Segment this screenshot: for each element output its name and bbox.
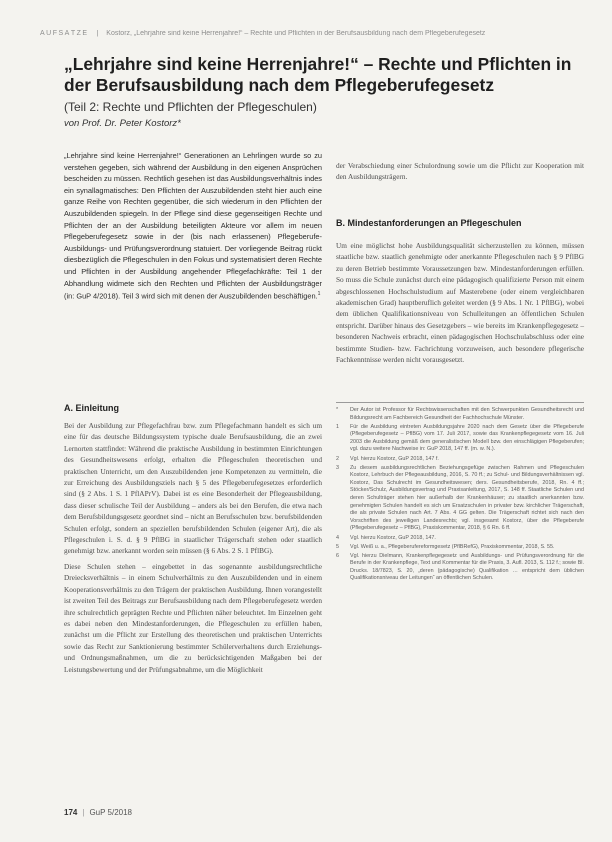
running-title: Kostorz, „Lehrjahre sind keine Herrenjahre!“ – Rechte und Pflichten in der Berufsausbildung nach dem Pflegeberufegesetz [106, 30, 486, 37]
footnote [336, 407, 584, 422]
author-byline: von Prof. Dr. Peter Kostorz* [64, 118, 181, 129]
footnote [336, 456, 584, 464]
footnote [336, 465, 584, 533]
footnote-marker: 1 [317, 291, 321, 298]
footnote [336, 535, 584, 543]
section-b-body [336, 240, 584, 365]
header-separator: | [96, 30, 99, 37]
running-header [40, 30, 580, 37]
lead-paragraph [64, 150, 322, 302]
footnote-text: Für die Ausbildung eintreten Ausbildungsjahre 2020 nach dem Gesetz über die Pflegeberufe (Pflegeberufegesetz – PflBG) vom 17. Juli 2017, sowie das Krankenpflegegesetz vom 16. Juli 2003 die Ausbildung gemäß dem generalistischen Modell bzw. den einschlägigen Pflegeberufen; vgl. dazu weitere Nachweise in: GuP 2018, 147 ff. (m. w. N.). [350, 423, 584, 453]
footnote-text: Vgl. hierzu Dielmann, Krankenpflegegesetz und Ausbildungs- und Prüfungsverordnung für die Berufe in der Krankenpflege, Text und Kommentar für die Praxis, 3. Aufl. 2013, S. 112 f.; sowie Bl. Drucks. 18/7823, S. 20, „deren (pädagogische) Qualifikation … entspricht dem üblichen Qualifikationsniveau der Leitungen“ an öffentlichen Schulen. [350, 552, 584, 582]
footnote-number: 1 [336, 423, 339, 430]
footnote-text: Vgl. hierzu Kostorz, GuP 2018, 147 f. [350, 455, 439, 462]
footnote [336, 424, 584, 454]
footnote-text: Vgl. Weiß u. a., Pflegeberufereformgesetz (PflBRefG), Praxiskommentar, 2018, S. 55. [350, 543, 555, 550]
continuation-paragraph: der Verabschiedung einer Schulordnung sowie um die Pflicht zur Kooperation mit den Ausbildungsträgern. [336, 161, 584, 182]
footnote-number: 2 [336, 455, 339, 462]
section-a-paragraph-1: Bei der Ausbildung zur Pflegefachfrau bzw. zum Pflegefachmann handelt es sich um eine für das deutsche Bildungssystem typische duale Berufsausbildung, die an zwei Lernorten stattfindet: Während die praktische Ausbildung in bestimmten Einrichtungen des Gesundheitswesens erfolgt, erhalten die Pflegeschulen theoretischen und praktischen Unterricht, um den Auszubildenden jene Kompetenzen zu vermitteln, die zur Erreichung des Ausbildungsziels nach § 5 des Pflegeberufegesetzes erforderlich sind (§ 2 Abs. 1 S. 1 PflAPrV). Dabei ist es eine Besonderheit der Pflegeausbildung, dass dieser schulische Teil der Ausbildung – anders als bei den Berufen, die etwa nach dem Berufsbildungsgesetz geordnet sind – nicht an Berufsschulen bzw. berufsbildenden Schulen erfolgt, sondern an speziellen berufsbildenden Schulen (eigener Art), die als Pflegeschulen i. S. d. § 9 PflBG in staatlicher Trägerschaft stehen oder staatlich genehmigt bzw. anerkannt worden sein müssen (§ 6 Abs. 2 S. 1 PflBG). [64, 421, 322, 556]
footnote-number: 5 [336, 543, 339, 550]
footnote-number: 4 [336, 534, 339, 541]
footnote-text: Der Autor ist Professor für Rechtswissenschaften mit den Schwerpunkten Gesundheitsrecht und Bildungsrecht am Fachbereich Gesundheit der Fachhochschule Münster. [350, 407, 584, 421]
footnote-number: 3 [336, 464, 339, 471]
footnote-number: 6 [336, 552, 339, 559]
section-b-heading: B. Mindestanforderungen an Pflegeschulen [336, 218, 522, 228]
section-b-paragraph-1: Um eine möglichst hohe Ausbildungsqualität sicherzustellen zu können, müssen staatliche bzw. staatlich genehmigte oder anerkannte Pflegeschulen nach § 9 PflBG zu deren Betrieb bestimmte Voraussetzungen bzw. Mindestanforderungen erfüllen. So muss die Schule zunächst durch eine pädagogisch qualifizierte Person mit einem abgeschlossenen Hochschulstudium auf Masterebene (oder einem vergleichbaren akademischen Grad) hauptberuflich geleitet werden (§ 9 Abs. 1 Nr. 1 PflBG), wobei dem üblichen Qualifikationsniveau von Schulleitungen an öffentlichen Schulen entspricht. Darüber hinaus des Gesetzgebers – wie bereits im Krankenpflegegesetz – besonderen Nachweis erbracht, einen pädagogischen Hochschulabschluss oder eine bestimmte Studien- bzw. Fachrichtung vorzuweisen, auch besondere pflegerische Fachkenntnisse werden nicht vorausgesetzt. [336, 241, 584, 365]
right-column-continuation [336, 160, 584, 183]
section-a-paragraph-2: Diese Schulen stehen – eingebettet in das sogenannte ausbildungsrechtliche Dreiecksverhältnis – in einem Schulverhältnis zu den Auszubildenden und in einem Kooperationsverhältnis zu den Trägern der praktischen Ausbildung. Ihnen vorangestellt ist zweiten Teil des Beitrags zur Berufsausbildung nach dem Pflegeberufegesetz werden ihre schulrechtlich geprägten Rechte und Pflichten näher beleuchtet. Im Einzelnen geht es dabei neben den Mindestanforderungen, die Pflegeschulen zu erfüllen haben, zunächst um die Pflicht zur Erstellung des theoretischen und praktischen Unterrichts sowie das Recht zur Sanktionierung bestimmter Schülerverhaltens durch Erziehungs- und Ordnungsmaßnahmen, um die zu berücksichtigenden Maßgaben bei der Leistungsbewertung und der Prüfungsabnahme, um die Möglichkeit [64, 561, 322, 674]
section-a-heading: A. Einleitung [64, 403, 119, 413]
journal-issue: GuP 5/2018 [89, 808, 132, 817]
footnote-text: Vgl. hierzu Kostorz, GuP 2018, 147. [350, 534, 436, 541]
footnotes [336, 402, 584, 585]
footnote-number: * [336, 407, 339, 413]
footnote [336, 553, 584, 583]
page-footer [64, 808, 132, 817]
article-title: „Lehrjahre sind keine Herrenjahre!“ – Rechte und Pflichten in der Berufsausbildung nach dem Pflegeberufegesetz [64, 54, 572, 95]
section-a-body [64, 420, 322, 675]
lead-text: „Lehrjahre sind keine Herrenjahre!“ Generationen an Lehrlingen wurde so zu verstehen gegeben, sich während der Ausbildung in den eigenen Ansprüchen bescheiden zu müssen. Rechtlich gesehen ist das Ausbildungsverhältnis indes ein synallagmatisches: Den Pflichten der Auszubildenden steht hier auch eine ganze Reihe von Rechten gegenüber, die sich wiederum in den Pflichten der Auszubildenden spiegeln. In der Pflege sind diese gegenseitigen Rechte und Pflichten der an der Ausbildung beteiligten Akteure vor allem im neuen Pflegeberufegesetz sowie in der (bis nach erlassenen) Pflegeberufe-Ausbildungs- und Prüfungsverordnung statuiert. Der vorliegende Beitrag rückt diesbezüglich die Pflegeschulen in den Fokus und systematisiert deren Rechte und Pflichten in der Ausbildung angehender Pflegefachkräfte: Teil 1 der Abhandlung widmete sich den Rechten und Pflichten der Ausbildungsträger (in: GuP 4/2018). Teil 3 wird sich mit denen der Auszubildenden beschäftigen. [64, 151, 322, 301]
footer-separator: | [82, 808, 85, 817]
lead-block [64, 150, 322, 302]
section-label: AUFSÄTZE [40, 30, 89, 37]
footnote [336, 544, 584, 552]
footnote-text: Zu diesem ausbildungsrechtlichen Beziehungsgefüge zwischen Rahmen und Pflegeschulen Kostorz, Lehrbuch der Pflegeausbildung, 2016, S. 70 ff.; zu Schul- und Bildungsverhältnissen vgl. Kostorz, Das Schulrecht im Gesundheitswesen; ders. Gesundheitsberufe, 2018, Rn. 4 ff.; Stöcker/Schulz, Ausbildungsvertrag und Praxisanleitung, 2017, S. 148 ff. Staatliche Schulen und deren Schulträger stehen hier außerhalb der Krankenhäuser; zu staatlich anerkannten bzw. genehmigten Schulen handelt es sich um Ersatzschulen in privater bzw. kirchlicher Trägerschaft, die als private Schulen nach Art. 7 Abs. 4 GG gelten. Die Trägerschaft richtet sich nach den Vorschriften des jeweiligen Landesrechts; vgl. insgesamt Kostorz, über die Pflegeberufe (Pflegeberufegesetz – PflBG), Praxiskommentar, 2018, § 6 Rn. 6 ff. [350, 464, 584, 532]
article-subtitle: (Teil 2: Rechte und Pflichten der Pflegeschulen) [64, 100, 317, 114]
page-number: 174 [64, 808, 78, 817]
